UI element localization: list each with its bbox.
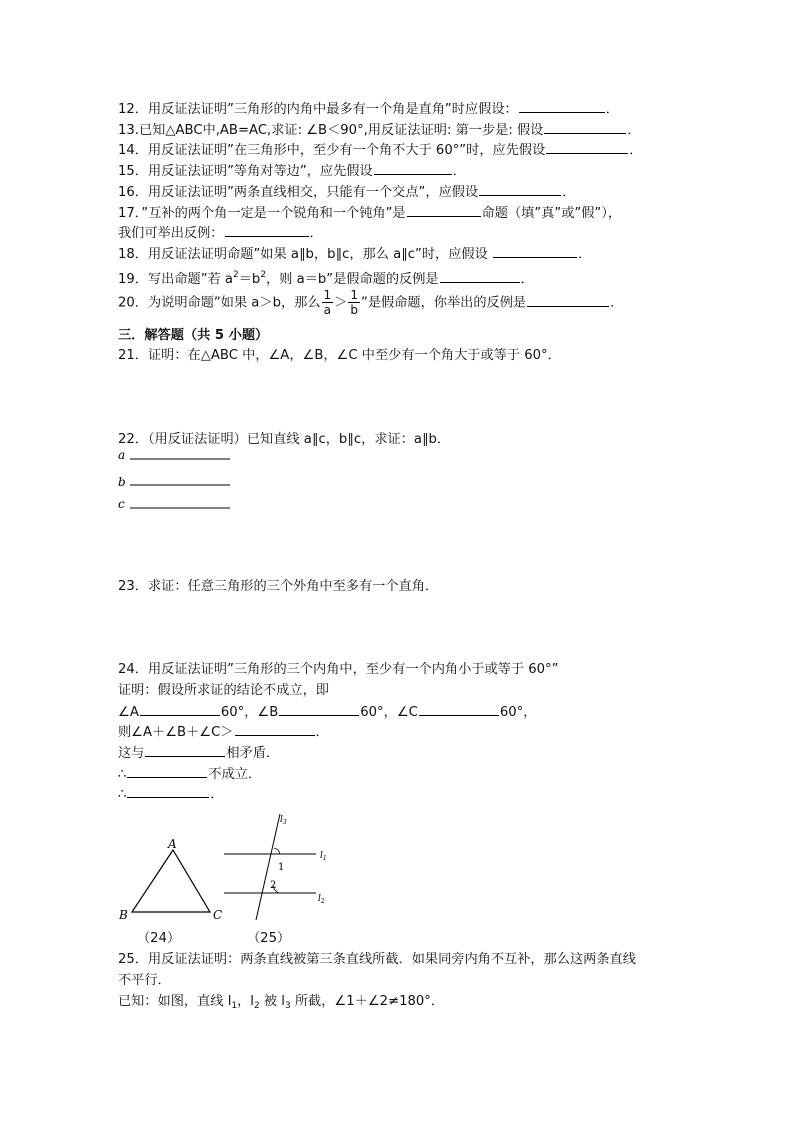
line-c-label: c [118,497,125,511]
answer-blank[interactable] [419,702,499,716]
question-24-line4: 这与 相矛盾． [118,743,279,764]
angle-1-label: 1 [278,862,285,873]
answer-blank[interactable] [544,120,626,134]
question-20: 20．为说明命题”如果 a＞b，那么 $\frac{1}{a}$ ＞ $\frac{1}{b}$ ”是假命题，你举出的反例是 ． [118,288,624,317]
question-24-line5: ∴ 不成立． [118,764,261,785]
section-title: 三．解答题（共 5 小题） [118,328,269,343]
question-12: 12．用反证法证明”三角形的内角中最多有一个角是直角”时应假设： ． [118,99,619,120]
question-21: 21．证明：在△ABC 中，∠A，∠B，∠C 中至少有一个角大于或等于 60°． [118,348,561,363]
vertex-b-label: B [119,908,128,922]
answer-blank[interactable] [225,223,309,237]
triangle-abc [132,850,210,912]
vertex-a-label: A [168,837,177,851]
question-18: 18．用反证法证明命题”如果 a∥b，b∥c，那么 a∥c”时，应假设 ． [118,244,591,265]
angle-1-arc [274,848,280,854]
question-25-line2: 不平行． [118,973,171,988]
transversal-figure [218,812,338,924]
answer-blank[interactable] [127,784,209,798]
question-23: 23．求证：任意三角形的三个外角中至多有一个直角． [118,579,439,594]
line-b-label: b [118,475,126,489]
line-l3 [256,814,280,920]
l3-label: $l_3$ [280,815,287,826]
answer-blank[interactable] [479,182,561,196]
fraction-1-over-a: $\frac{1}{a}$ [323,288,332,317]
answer-blank[interactable] [546,140,628,154]
l2-label: $l_2$ [318,894,325,905]
answer-blank[interactable] [127,764,207,778]
answer-blank[interactable] [374,161,452,175]
question-16: 16．用反证法证明”两条直线相交，只能有一个交点”，应假设 ． [118,182,575,203]
question-24-line3: 则∠A＋∠B＋∠C＞ ． [118,722,329,743]
question-14: 14．用反证法证明”在三角形中，至少有一个角不大于 60°”时，应先假设 ． [118,140,642,161]
answer-blank[interactable] [145,743,225,757]
line-a-label: a [118,448,126,462]
answer-blank[interactable] [235,722,315,736]
answer-blank[interactable] [140,702,220,716]
l1-label: $l_1$ [320,851,327,862]
question-17: 17．”互补的两个角一定是一个锐角和一个钝角”是 命题（填”真”或”假”）， [118,203,621,224]
answer-blank[interactable] [440,269,520,283]
answer-blank[interactable] [519,99,605,113]
question-24-line1: 证明：假设所求证的结论不成立，即 [118,683,329,698]
figure-25-caption: （25） [247,931,291,946]
answer-blank[interactable] [279,702,359,716]
question-24-line2: ∠A 60°，∠B 60°，∠C 60°， [118,702,536,723]
question-19: 19．写出命题”若 $a^2=b^2$，则 a＝b”是假命题的反例是 ． [118,270,534,287]
question-25-line1: 25．用反证法证明：两条直线被第三条直线所截．如果同旁内角不互补，那么这两条直线 [118,952,636,967]
answer-blank[interactable] [493,244,577,258]
figure-24-caption: （24） [137,931,181,946]
question-24-line6: ∴ ． [118,784,224,805]
answer-blank[interactable] [527,293,609,307]
question-13: 13.已知△ABC中,AB=AC,求证: ∠B＜90°,用反证法证明: 第一步是: 假设 ． [118,120,641,141]
question-22: 22．（用反证法证明）已知直线 a∥c，b∥c，求证：a∥b． [118,432,451,447]
answer-blank[interactable] [407,203,481,217]
question-24-title: 24．用反证法证明”三角形的三个内角中，至少有一个内角小于或等于 60°” [118,662,559,677]
question-25-line3: 已知：如图，直线 $l_1$，$l_2$ 被 $l_3$ 所截，∠1＋∠2≠180°． [118,994,445,1011]
parallel-lines-figure [116,446,236,516]
question-17-cont: 我们可举出反例： ． [118,223,323,244]
angle-2-label: 2 [270,880,277,891]
question-15: 15．用反证法证明”等角对等边”，应先假设 ． [118,161,466,182]
vertex-c-label: C [213,908,223,922]
fraction-1-over-b: $\frac{1}{b}$ [350,288,358,317]
